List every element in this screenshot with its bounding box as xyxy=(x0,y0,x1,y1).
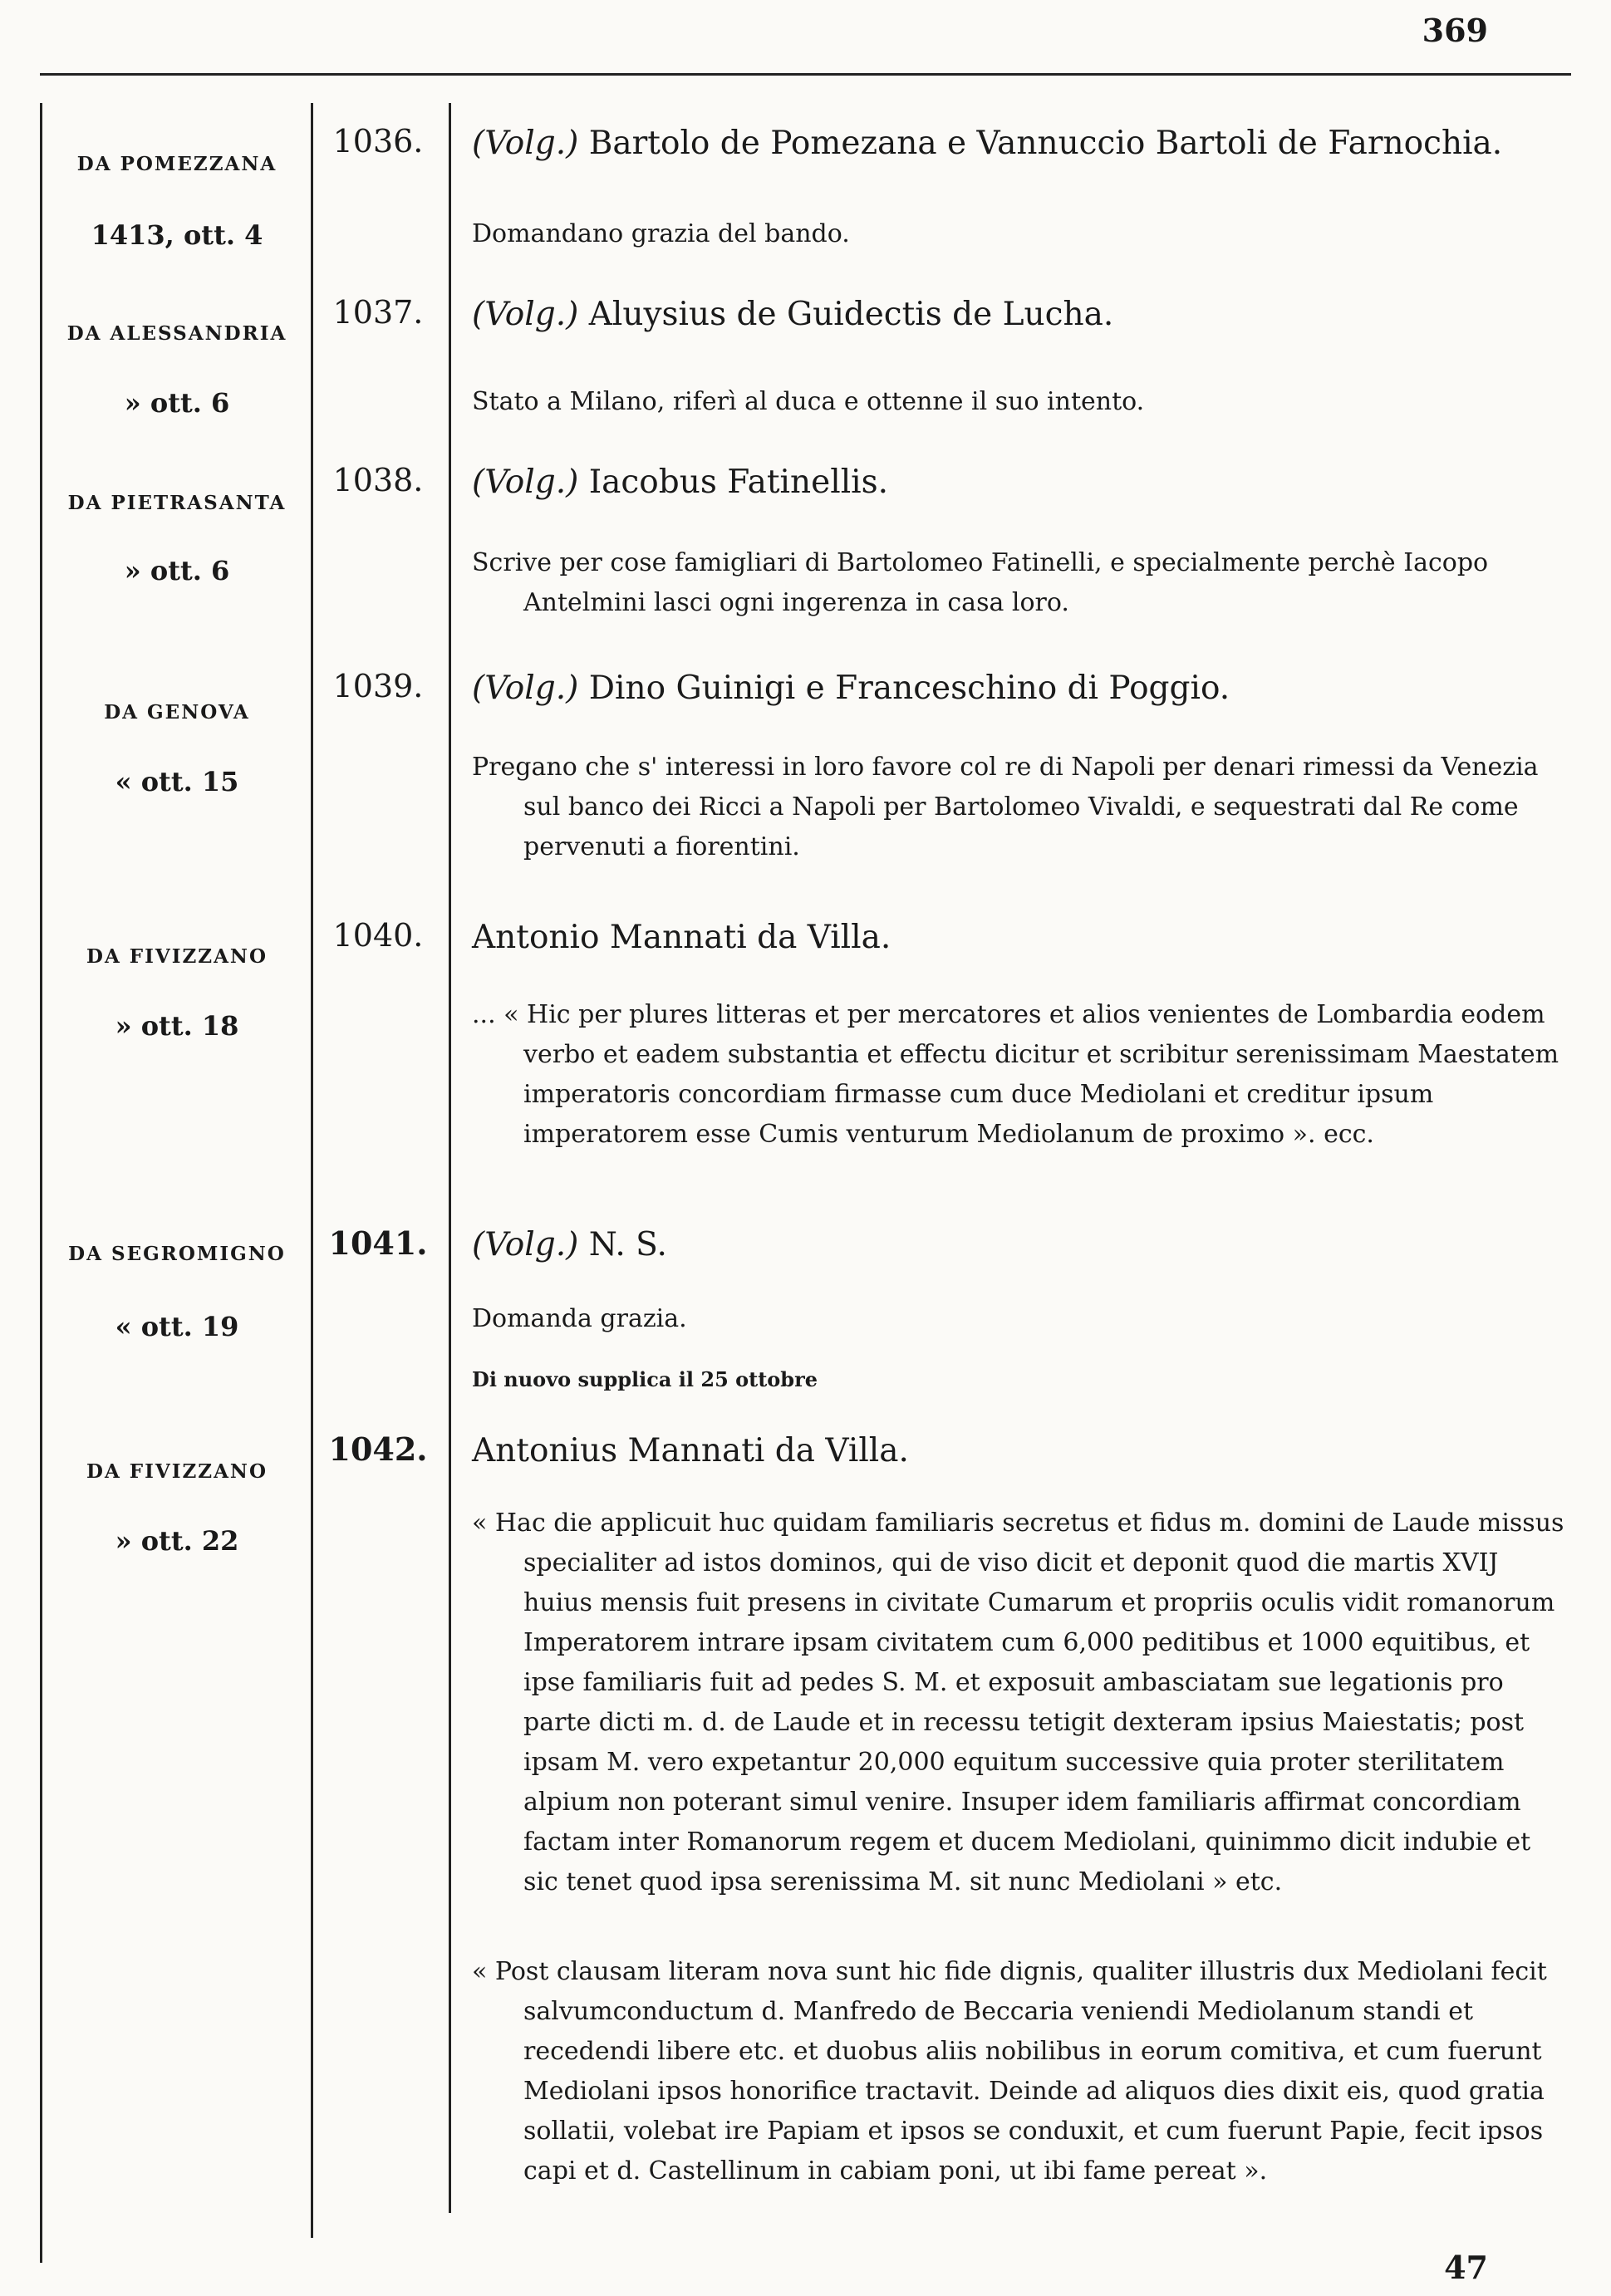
footer-number: 47 xyxy=(1444,2249,1488,2286)
entry-tag: (Volg.) xyxy=(472,296,579,333)
entry-title-text: Bartolo de Pomezana e Vannuccio Bartoli de Farnochia. xyxy=(588,125,1503,162)
entry-place: DA PIETRASANTA xyxy=(67,492,287,514)
entry-title xyxy=(472,1226,667,1263)
entry-date: « ott. 19 xyxy=(115,1311,239,1342)
entry-title xyxy=(472,1432,909,1469)
entry-number: 1040. xyxy=(332,917,424,954)
top-rule xyxy=(40,73,1571,76)
entry-body: Stato a Milano, riferì al duca e ottenne il suo intento. xyxy=(472,387,1145,416)
entry-note: Di nuovo supplica il 25 ottobre xyxy=(472,1367,818,1391)
entry-tag: (Volg.) xyxy=(472,670,579,707)
entry-body-paragraph: « Hac die applicuit huc quidam familiaris secretus et fidus m. domini de Laude missus specialiter ad istos dominos, qui de viso dicit et deponit quod die martis XVIJ huius mensis fuit presens in civitate Cumarum et propriis oculis vidit romanorum Imperatorem intrare ipsam civitatem cum 6,000 peditibus et 1000 equitibus, et ipse familiaris fuit ad pedes S. M. et exposuit ambasciatam sue legationis pro parte dicti m. d. de Laude et in recessu tetigit dexteram ipsius Maiestatis; post ipsam M. vero expetantur 20,000 equitum successive quia proter sterilitatem alpium non poterant simul venire. Insuper idem familiaris affirmat concordiam factam inter Romanorum regem et ducem Mediolani, quinimmo dicit indubie et sic tenet quod ipsa serenissima M. sit nunc Mediolani » etc. xyxy=(472,1509,1564,1896)
column-rule-middle xyxy=(311,103,313,2238)
entry-body: ... « Hic per plures litteras et per mercatores et alios venientes de Lombardia eodem verbo et eadem substantia et effectu dicitur et scribitur serenissimam Maestatem imperatoris concordiam firmasse cum duce Mediolani et creditur ipsum imperatorem esse Cumis venturum Mediolanum de proximo ». ecc. xyxy=(472,1000,1559,1149)
entry-body: Scrive per cose famigliari di Bartolomeo Fatinelli, e specialmente perchè Iacopo Antelmini lasci ogni ingerenza in casa loro. xyxy=(472,548,1489,617)
column-rule-left xyxy=(40,103,42,2263)
entry-title xyxy=(472,296,1113,333)
entry-title-text: N. S. xyxy=(588,1226,667,1263)
entry-number: 1041. xyxy=(328,1224,428,1262)
entry-title-text: Aluysius de Guidectis de Lucha. xyxy=(588,296,1114,333)
entry-body: Domanda grazia. xyxy=(472,1304,687,1333)
entry-title xyxy=(472,464,888,501)
entry-title-text: Iacobus Fatinellis. xyxy=(588,464,889,501)
entry-tag: (Volg.) xyxy=(472,125,579,162)
entry-date: » ott. 6 xyxy=(124,555,230,586)
entry-title-text: Antonius Mannati da Villa. xyxy=(472,1432,909,1469)
entry-body: Pregano che s' interessi in loro favore col re di Napoli per denari rimessi da Venezia sul banco dei Ricci a Napoli per Bartolomeo Vivaldi, e sequestrati dal Re come pervenuti a fiorentini. xyxy=(472,753,1539,861)
entry-tag: (Volg.) xyxy=(472,1226,579,1263)
page-number: 369 xyxy=(1422,12,1488,49)
entry-tag: (Volg.) xyxy=(472,464,579,501)
entry-place: DA FIVIZZANO xyxy=(86,1460,268,1483)
entry-date: 1413, ott. 4 xyxy=(91,219,263,251)
entry-number: 1039. xyxy=(332,668,424,704)
entry-number: 1037. xyxy=(332,294,424,331)
entry-date: « ott. 15 xyxy=(115,766,239,797)
entry-title xyxy=(472,670,1230,707)
entry-title-text: Antonio Mannati da Villa. xyxy=(472,919,891,956)
entry-place: DA SEGROMIGNO xyxy=(68,1243,286,1265)
entry-title-text: Dino Guinigi e Franceschino di Poggio. xyxy=(588,670,1230,707)
entry-number: 1042. xyxy=(328,1430,428,1468)
column-rule-right xyxy=(449,103,451,2213)
entry-title xyxy=(472,919,891,956)
entry-date: » ott. 18 xyxy=(115,1010,239,1042)
entry-number: 1038. xyxy=(332,462,424,498)
entry-body: Domandano grazia del bando. xyxy=(472,219,850,248)
entry-title xyxy=(472,125,1502,162)
entry-number: 1036. xyxy=(332,123,424,159)
entry-place: DA POMEZZANA xyxy=(76,153,278,175)
entry-date: » ott. 6 xyxy=(124,387,230,419)
entry-place: DA FIVIZZANO xyxy=(86,945,268,968)
entry-date: » ott. 22 xyxy=(115,1525,239,1557)
entry-place: DA ALESSANDRIA xyxy=(66,322,287,345)
entry-place: DA GENOVA xyxy=(104,701,250,724)
entry-body-paragraph: « Post clausam literam nova sunt hic fide dignis, qualiter illustris dux Mediolani fecit salvumconductum d. Manfredo de Beccaria veniendi Mediolanum standi et recedendi libere etc. et duobus aliis nobilibus in eorum comitiva, et cum fuerunt Mediolani ipsos honorifice tractavit. Deinde ad aliquos dies dixit eis, quod gratia sollatii, volebat ire Papiam et ipsos se conduxit, et cum fuerunt Papie, fecit ipsos capi et d. Castellinum in cabiam poni, ut ibi fame pereat ». xyxy=(472,1957,1547,2186)
